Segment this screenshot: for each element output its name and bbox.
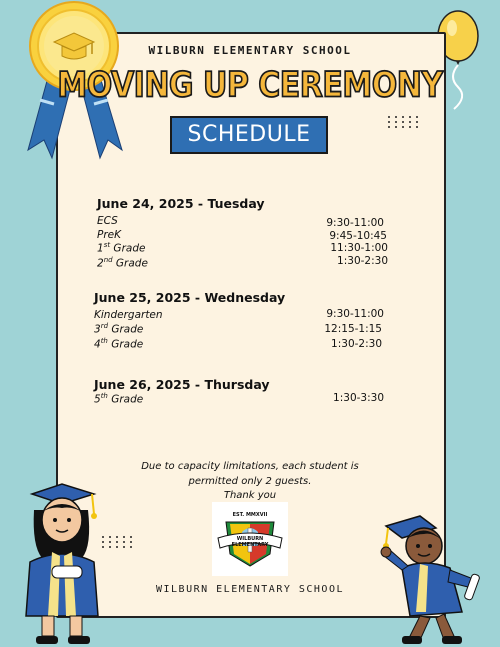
grade-label: Kindergarten (94, 309, 163, 321)
grade-label: 4th Grade (94, 337, 144, 351)
graduate-girl-icon (12, 466, 112, 647)
grade-label: 2nd Grade (97, 256, 148, 270)
grade-label: 1st Grade (97, 241, 146, 255)
grade-label: ECS (97, 215, 118, 227)
day-heading-3: June 26, 2025 - Thursday (94, 377, 270, 392)
grade-label: 3rd Grade (94, 322, 144, 336)
time-slot: 9:30-11:00 (326, 308, 384, 320)
time-slot: 12:15-1:15 (324, 323, 382, 335)
school-name-header: WILBURN ELEMENTARY SCHOOL (148, 44, 352, 57)
logo-name-line: ELEMENTARY (231, 542, 269, 548)
school-name-footer: WILBURN ELEMENTARY SCHOOL (155, 584, 344, 595)
logo-name (212, 536, 288, 548)
page-title: MOVING UP CEREMONY (57, 65, 443, 106)
grade-label: 5th Grade (94, 392, 144, 406)
time-slot: 1:30-2:30 (337, 255, 388, 267)
school-logo (212, 502, 288, 576)
graduate-boy-icon (380, 512, 500, 647)
time-slot: 1:30-3:30 (333, 392, 384, 404)
dot-grid-decoration (388, 116, 420, 128)
day-heading-1: June 24, 2025 - Tuesday (97, 196, 265, 211)
note-line: permitted only 2 guests. (188, 475, 312, 487)
time-slot: 1:30-2:30 (331, 338, 382, 350)
time-slot: 9:45-10:45 (329, 230, 387, 242)
logo-est-text: EST. MMXVII (232, 512, 268, 518)
time-slot: 9:30-11:00 (326, 217, 384, 229)
note-line: Thank you (223, 490, 277, 501)
logo-name-line: WILBURN (236, 536, 264, 542)
time-slot: 11:30-1:00 (330, 242, 388, 254)
note-line: Due to capacity limitations, each student is (141, 461, 359, 472)
grade-label: PreK (97, 229, 121, 241)
schedule-banner: SCHEDULE (170, 116, 328, 154)
day-heading-2: June 25, 2025 - Wednesday (94, 290, 286, 305)
